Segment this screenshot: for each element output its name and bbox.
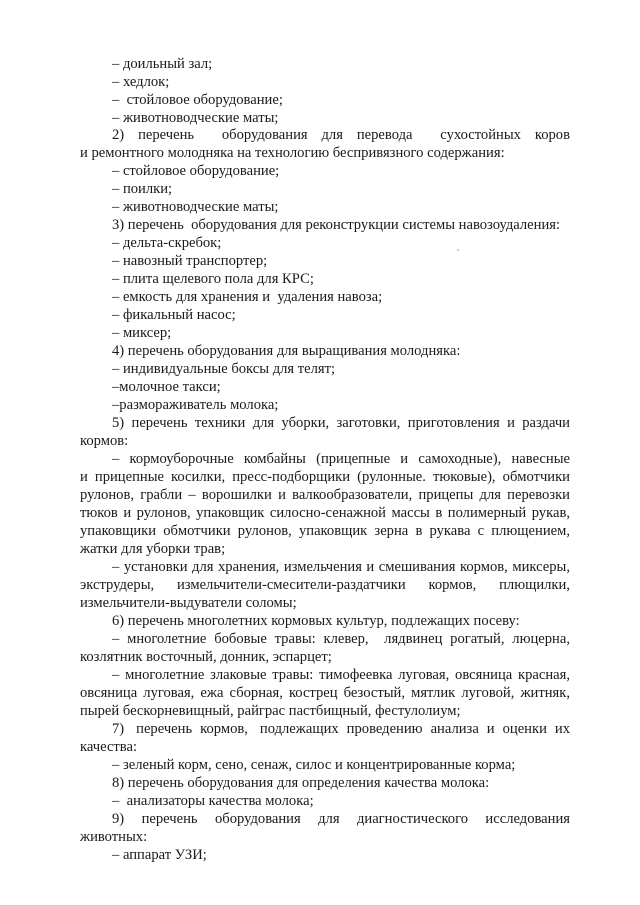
numbered-heading: 8) перечень оборудования для определения качества молока: <box>112 775 490 791</box>
numbered-heading: 7) перечень кормов, подлежащих проведению анализа и оценки их <box>112 721 570 737</box>
paragraph-line: экструдеры, измельчители-смесители-раздатчики кормов, плющилки, <box>80 577 570 593</box>
list-item: – стойловое оборудование; <box>112 92 283 108</box>
numbered-heading: 3) перечень оборудования для реконструкции системы навозоудаления: <box>112 217 561 233</box>
paragraph-line: овсяница луговая, ежа сборная, кострец безостый, мятлик луговой, житняк, <box>80 685 570 701</box>
numbered-heading: 6) перечень многолетних кормовых культур, подлежащих посеву: <box>112 613 520 629</box>
list-item: – доильный зал; <box>112 56 213 72</box>
list-item: – поилки; <box>112 181 173 197</box>
paragraph-line: и ремонтного молодняка на технологию беспривязного содержания: <box>80 145 505 161</box>
paragraph-line: тюков и рулонов, упаковщик силосно-сенажной массы в полимерный рукав, <box>80 505 570 521</box>
paragraph-line: измельчители-выдуватели соломы; <box>80 595 297 611</box>
list-item: – миксер; <box>112 325 172 341</box>
paragraph-line: козлятник восточный, донник, эспарцет; <box>80 649 332 665</box>
numbered-heading: 5) перечень техники для уборки, заготовки, приготовления и раздачи <box>112 415 570 431</box>
list-item: – животноводческие маты; <box>112 110 279 126</box>
list-item: – навозный транспортер; <box>112 253 268 269</box>
list-item: – животноводческие маты; <box>112 199 279 215</box>
paragraph-line: и прицепные косилки, пресс-подборщики (рулонные. тюковые), обмотчики <box>80 469 570 485</box>
list-item: – емкость для хранения и удаления навоза; <box>112 289 383 305</box>
list-item: –молочное такси; <box>112 379 221 395</box>
list-item: – индивидуальные боксы для телят; <box>112 361 336 377</box>
paragraph-line: животных: <box>80 829 148 845</box>
list-item: – анализаторы качества молока; <box>112 793 314 809</box>
numbered-heading: 9) перечень оборудования для диагностического исследования <box>112 811 570 827</box>
paragraph-line: упаковщики обмотчики рулонов, упаковщик зерна в рукава с плющением, <box>80 523 570 539</box>
paragraph-line: рулонов, грабли – ворошилки и валкообразователи, прицепы для перевозки <box>80 487 570 503</box>
paragraph-line: – кормоуборочные комбайны (прицепные и самоходные), навесные <box>112 451 570 467</box>
list-item: – плита щелевого пола для КРС; <box>112 271 314 287</box>
list-item: – аппарат УЗИ; <box>112 847 207 863</box>
numbered-heading: 4) перечень оборудования для выращивания молодняка: <box>112 343 461 359</box>
list-item: – стойловое оборудование; <box>112 163 280 179</box>
paragraph-line: – многолетние злаковые травы: тимофеевка луговая, овсяница красная, <box>112 667 570 683</box>
numbered-heading: 2) перечень оборудования для перевода сухостойных коров <box>112 127 570 143</box>
paragraph-line: – установки для хранения, измельчения и смешивания кормов, миксеры, <box>112 559 570 575</box>
paragraph-line: – многолетние бобовые травы: клевер, лядвинец рогатый, люцерна, <box>112 631 570 647</box>
paragraph-line: кормов: <box>80 433 129 449</box>
list-item: – фикальный насос; <box>112 307 236 323</box>
list-item: – хедлок; <box>112 74 170 90</box>
list-item: – зеленый корм, сено, сенаж, силос и концентрированные корма; <box>112 757 516 773</box>
list-item: –размораживатель молока; <box>112 397 279 413</box>
list-item: – дельта-скребок; <box>112 235 222 251</box>
paragraph-line: жатки для уборки трав; <box>80 541 226 557</box>
paragraph-line: пырей бескорневищный, райграс пастбищный, фестулолиум; <box>80 703 461 719</box>
paragraph-line: качества: <box>80 739 138 755</box>
